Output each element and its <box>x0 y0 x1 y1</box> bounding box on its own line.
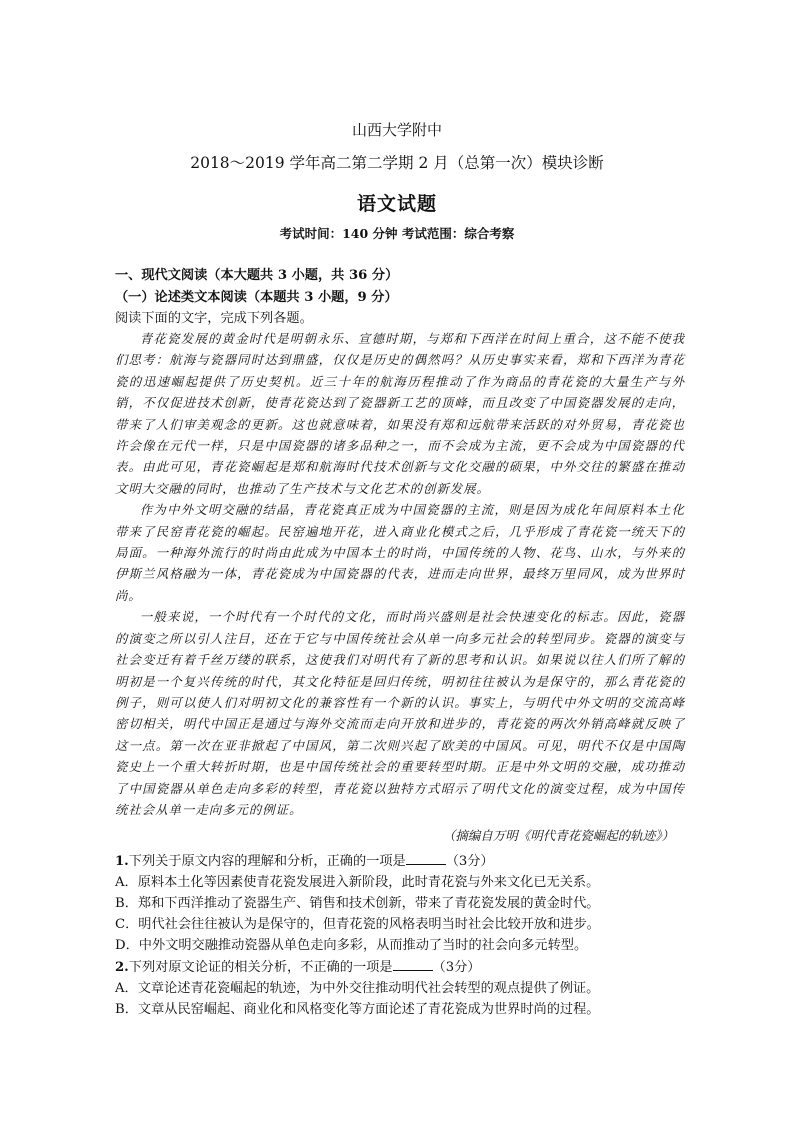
reading-instruction: 阅读下面的文字，完成下列各题。 <box>115 311 313 326</box>
answer-blank[interactable] <box>406 852 446 865</box>
passage-paragraph: 一般来说，一个时代有一个时代的文化，而时尚兴盛则是社会快速变化的标志。因此，瓷器的演变之所以引人注目，还在于它与中国传统社会从单一向多元社会的转型同步。瓷器的演变与社会变迁有着千丝万缕的联系，这使我们对明代有了新的思考和认识。如果说以往人们所了解的明初是一个复兴传统的时代，其文化特征是回归传统，明初往往被认为是保守的，那么青花瓷的例子，则可以使人们对明初文化的兼容性有一个新的认识。事实上，与明代中外文明的交流高峰密切相关，明代中国正是通过与海外交流而走向开放和进步的，青花瓷的两次外销高峰就反映了这一点。第一次在亚非掀起了中国风，第二次则兴起了欧美的中国风。可见，明代不仅是中国陶瓷史上一个重大转折时期，也是中国传统社会的重要转型时期。正是中外文明的交融，成功推动了中国瓷器从单色走向多彩的转型，青花瓷以独特方式昭示了明代文化的演变过程，成为中国传统社会从单一走向多元的例证。 <box>115 609 685 817</box>
exam-info: 考试时间：140 分钟 考试范围：综合考察 <box>279 226 515 241</box>
question-2-stem <box>115 956 480 975</box>
passage-source: （摘编自万明《明代青花瓷崛起的轨迹》） <box>442 828 674 843</box>
question-2-option-a[interactable]: A．文章论述青花瓷崛起的轨迹，为中外交往推动明代社会转型的观点提供了例证。 <box>115 981 600 996</box>
question-1-option-d[interactable]: D．中外文明交融推动瓷器从单色走向多彩，从而推动了当时的社会向多元转型。 <box>115 938 588 953</box>
question-1-option-c[interactable]: C．明代社会往往被认为是保守的，但青花瓷的风格表明当时社会比较开放和进步。 <box>115 917 600 932</box>
question-number: 2. <box>115 960 129 975</box>
question-1-option-a[interactable]: A．原料本土化等因素使青花瓷发展进入新阶段，此时青花瓷与外来文化已无关系。 <box>115 875 600 890</box>
question-score: （3分） <box>432 960 481 975</box>
question-score: （3分） <box>445 854 494 869</box>
question-text: 下列关于原文内容的理解和分析，正确的一项是 <box>128 854 406 869</box>
reading-passage <box>115 322 685 820</box>
passage-paragraph: 青花瓷发展的黄金时代是明朝永乐、宣德时期，与郑和下西洋在时间上重合，这不能不使我们思考：航海与瓷器同时达到鼎盛，仅仅是历史的偶然吗？从历史事实来看，郑和下西洋为青花瓷的迅速崛起提供了历史契机。近三十年的航海历程推动了作为商品的青花瓷的大量生产与外销，不仅促进技术创新，使青花瓷达到了瓷器新工艺的顶峰，而且改变了中国瓷器发展的走向，带来了人们审美观念的更新。这也就意味着，如果没有郑和远航带来活跃的对外贸易，青花瓷也许会像在元代一样，只是中国瓷器的诸多品种之一，而不会成为主流，更不会成为中国瓷器的代表。由此可见，青花瓷崛起是郑和航海时代技术创新与文化交融的硕果，中外交往的繁盛在推动文明大交融的同时，也推动了生产技术与文化艺术的创新发展。 <box>115 331 685 496</box>
question-text: 下列对原文论证的相关分析，不正确的一项是 <box>128 960 393 975</box>
school-name: 山西大学附中 <box>351 121 442 139</box>
question-number: 1. <box>115 854 129 869</box>
question-1-option-b[interactable]: B．郑和下西洋推动了瓷器生产、销售和技术创新，带来了青花瓷发展的黄金时代。 <box>115 896 600 911</box>
section-subtitle: （一）论述类文本阅读（本题共 3 小题，9 分） <box>115 290 398 305</box>
exam-term: 2018～2019 学年高二第二学期 2 月（总第一次）模块诊断 <box>190 154 604 172</box>
question-2-option-b[interactable]: B．文章从民窑崛起、商业化和风格变化等方面论述了青花瓷成为世界时尚的过程。 <box>115 1002 600 1017</box>
section-title: 一、现代文阅读（本大题共 3 小题，共 36 分） <box>115 268 399 283</box>
question-1-stem <box>115 850 494 869</box>
subject-title: 语文试题 <box>356 193 437 215</box>
passage-paragraph: 作为中外文明交融的结晶，青花瓷真正成为中国瓷器的主流，则是因为成化年间原料本土化带来了民窑青花瓷的崛起。民窑遍地开花，进入商业化模式之后，几乎形成了青花瓷一统天下的局面。一种海外流行的时尚由此成为中国本土的时尚，中国传统的人物、花鸟、山水，与外来的伊斯兰风格融为一体，青花瓷成为中国瓷器的代表，进而走向世界，最终万里同风，成为世界时尚。 <box>115 502 685 603</box>
answer-blank[interactable] <box>393 958 433 971</box>
